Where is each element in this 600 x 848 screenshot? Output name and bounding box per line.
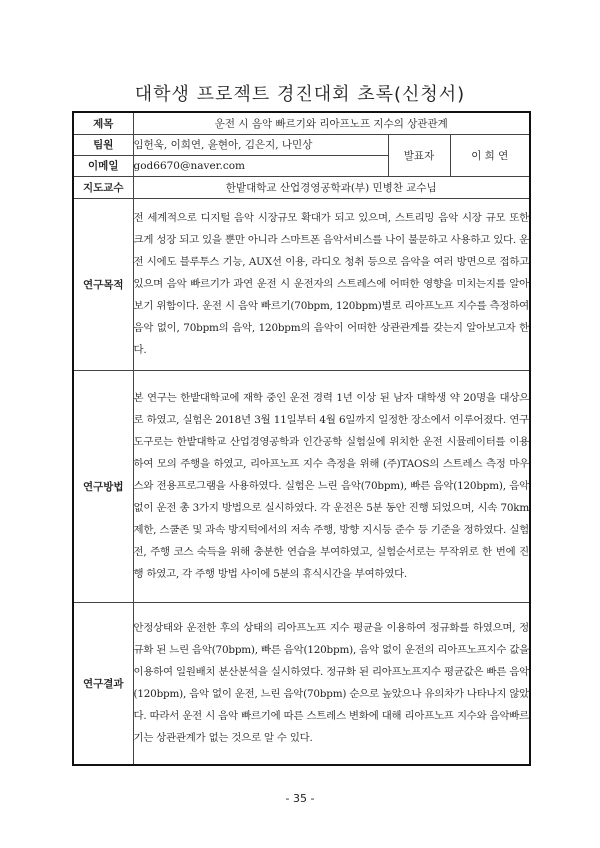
value-presenter: 이 희 연 [450, 134, 530, 176]
row-team [73, 134, 530, 155]
label-method: 연구방법 [73, 370, 133, 602]
value-advisor: 한밭대학교 산업경영공학과(부) 민병찬 교수님 [133, 176, 530, 198]
value-subject: 운전 시 음악 빠르기와 리아프노프 지수의 상관관계 [133, 112, 530, 134]
page-title: 대학생 프로젝트 경진대회 초록(신청서) [134, 84, 466, 105]
method-text: 본 연구는 한밭대학교에 재학 중인 운전 경력 1년 이상 된 남자 대학생 약 20명을 대상으로 하였고, 실험은 2018년 3월 11일부터 4월 6일까지 일정한 장소에서 이루어졌다. 연구 도구로는 한밭대학교 산업경영공학과 인간공학 실험실에 위치한 운전 시뮬레이터를 이용하여 모의 주행을 하였고, 리아프노프 지수 측정을 위해 (주)TAOS의 스트레스 측정 마우스와 전용프로그램을 사용하였다. 실험은 느린 음악(70bpm), 빠른 음악(120bpm), 음악 없이 운전 총 3가지 방법으로 실시하였다. 각 운전은 5분 동안 진행 되었으며, 시속 70km제한, 스쿨존 및 과속 방지턱에서의 저속 주행, 방향 지시등 준수 등 기준을 정하였다. 실험 전, 주행 코스 숙득을 위해 충분한 연습을 부여하였고, 실험순서로는 무작위로 한 번에 진행 하였고, 각 주행 방법 사이에 5분의 휴식시간을 부여하였다. [133, 392, 530, 580]
row-advisor [73, 176, 530, 198]
row-subject [73, 112, 530, 134]
label-advisor: 지도교수 [73, 176, 133, 198]
row-method [73, 370, 530, 602]
page-number: - 35 - [285, 792, 315, 805]
result-text: 안정상태와 운전한 후의 상태의 리아프노프 지수 평균을 이용하여 정규화를 하였으며, 정규화 된 느린 음악(70bpm), 빠른 음악(120bpm), 음악 없이 운전의 리아프노프지수 값을 이용하여 일원배치 분산분석을 실시하였다. 정규화 된 리아프노프지수 평균값은 빠른 음악(120bpm), 음악 없이 운전, 느린 음악(70bpm) 순으로 높았으나 유의차가 나타나지 않았다. 따라서 운전 시 음악 빠르기에 따른 스트레스 변화에 대해 리아프노프 지수와 음악빠르기는 상관관계가 없는 것으로 알 수 있다. [133, 622, 530, 745]
value-email: god6670@naver.com [133, 155, 388, 176]
row-result [73, 602, 530, 765]
label-purpose: 연구목적 [73, 198, 133, 370]
label-email: 이메일 [73, 155, 133, 176]
abstract-form-table [72, 111, 531, 766]
purpose-text: 전 세계적으로 디지털 음악 시장규모 확대가 되고 있으며, 스트리밍 음악 시장 규모 또한 크게 성장 되고 있을 뿐만 아니라 스마트폰 음악서비스를 나이 불문하고 사용하고 있다. 운전 시에도 블루투스 기능, AUX선 이용, 라디오 청취 등으로 음악을 여러 방면으로 접하고 있으며 음악 빠르기가 과연 운전 시 운전자의 스트레스에 어떠한 영향을 미치는지를 알아보기 위함이다. 운전 시 음악 빠르기(70bpm, 120bpm)별로 리아프노프 지수를 측정하여 음악 없이, 70bpm의 음악, 120bpm의 음악이 어떠한 상관관계를 갖는지 알아보고자 한다. [133, 212, 530, 356]
label-result: 연구결과 [73, 602, 133, 765]
row-purpose [73, 198, 530, 370]
label-presenter: 발표자 [388, 134, 450, 176]
label-team: 팀원 [73, 134, 133, 155]
label-subject: 제목 [73, 112, 133, 134]
value-team: 임헌욱, 이희연, 윤현아, 김은지, 나민상 [133, 134, 388, 155]
